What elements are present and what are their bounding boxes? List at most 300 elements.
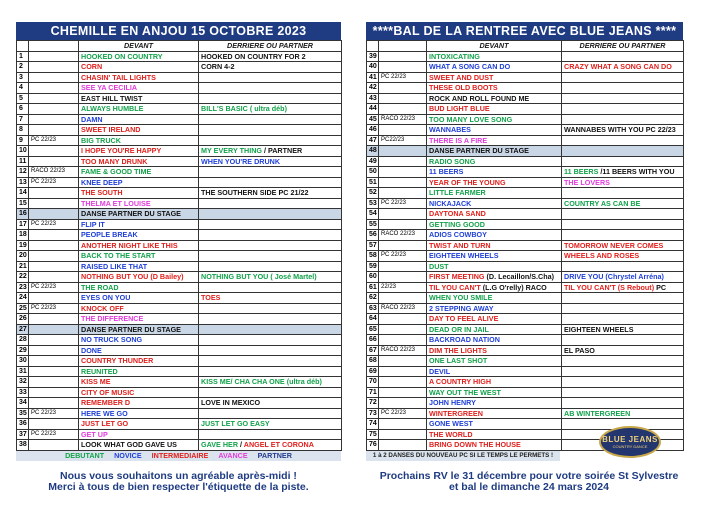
dance-back [562,93,684,104]
dance-front-name: JOHN HENRY [429,398,476,408]
dance-tag [29,114,79,125]
dance-back-part: /11 BEERS WITH YOU [598,167,675,177]
dance-back-part: / [238,440,244,450]
dance-number: 69 [367,366,379,377]
dance-front [79,177,199,188]
dance-front [79,387,199,398]
left-title: CHEMILLE EN ANJOU 15 OCTOBRE 2023 [16,22,341,40]
dance-front-name: ANOTHER NIGHT LIKE THIS [81,240,178,250]
dance-tag [29,324,79,335]
dance-front [79,377,199,388]
dance-front-name: GET UP [81,429,108,439]
dance-tag [29,240,79,251]
dance-front [427,387,562,398]
dance-back [199,51,342,62]
legend-item: NOVICE [114,451,142,460]
dance-front [427,156,562,167]
dance-back [562,251,684,262]
dance-row [17,261,342,272]
dance-row [17,398,342,409]
dance-front [79,356,199,367]
dance-number: 17 [17,219,29,230]
dance-front-name: DAY TO FEEL ALIVE [429,314,499,324]
dance-tag [379,398,427,409]
dance-back [199,398,342,409]
dance-back [562,345,684,356]
dance-back [199,408,342,419]
header-front: DEVANT [79,41,199,52]
dance-front [427,303,562,314]
dance-tag [379,104,427,115]
dance-front [79,93,199,104]
dance-back [199,198,342,209]
dance-row [17,324,342,335]
dance-number: 70 [367,377,379,388]
dance-number: 24 [17,293,29,304]
dance-back [562,72,684,83]
dance-front-name: DUST [429,261,449,271]
dance-front [79,366,199,377]
dance-front-name: EAST HILL TWIST [81,93,143,103]
dance-back [562,219,684,230]
footer-right [356,471,702,493]
dance-back [199,419,342,430]
dance-number: 5 [17,93,29,104]
dance-row [17,198,342,209]
dance-row [367,188,684,199]
dance-front-name: WHEN YOU SMILE [429,293,493,303]
dance-tag: RACO 22/23 [379,114,427,125]
dance-tag [379,209,427,220]
dance-tag [379,146,427,157]
dance-back [199,377,342,388]
dance-front-name: TIL YOU CAN'T [429,282,481,292]
dance-tag [29,51,79,62]
dance-row [367,356,684,367]
dance-front-name: YEAR OF THE YOUNG [429,177,506,187]
dance-number: 67 [367,345,379,356]
dance-back [562,125,684,136]
dance-tag: RACO 22/23 [379,345,427,356]
dance-tag [379,356,427,367]
dance-back-part: THE SOUTHERN SIDE PC 21/22 [201,188,309,198]
footer-left-line1: Nous vous souhaitons un agréable après-midi ! [60,470,297,482]
dance-number: 20 [17,251,29,262]
dance-front-name: LOOK WHAT GOD GAVE US [81,440,177,450]
dance-tag: PC 22/23 [29,429,79,440]
dance-front [79,167,199,178]
dance-row [17,83,342,94]
dance-row [17,51,342,62]
dance-number: 66 [367,335,379,346]
dance-tag [379,377,427,388]
dance-tag [379,156,427,167]
dance-back [199,83,342,94]
dance-number: 23 [17,282,29,293]
dance-tag [379,177,427,188]
dance-front-name: HERE WE GO [81,408,128,418]
dance-front-name: NOTHING BUT YOU (D Bailey) [81,272,184,282]
dance-front [427,219,562,230]
dance-tag [379,419,427,430]
dance-back [199,324,342,335]
dance-row [17,167,342,178]
dance-back [562,377,684,388]
dance-number: 26 [17,314,29,325]
dance-row [17,188,342,199]
dance-row [367,146,684,157]
dance-number: 30 [17,356,29,367]
dance-back [562,387,684,398]
dance-tag: PC 22/23 [29,303,79,314]
dance-number: 2 [17,62,29,73]
dance-front-name: NO TRUCK SONG [81,335,143,345]
dance-row [367,135,684,146]
dance-row [367,398,684,409]
dance-row [17,135,342,146]
header-row [17,41,342,52]
dance-row [17,156,342,167]
dance-front-name: REUNITED [81,366,118,376]
dance-tag [29,93,79,104]
right-dance-table [366,40,684,451]
dance-front-name: EYES ON YOU [81,293,131,303]
dance-front [79,62,199,73]
dance-tag [379,83,427,94]
dance-tag: 22/23 [379,282,427,293]
dance-front-name: GETTING GOOD [429,219,485,229]
dance-tag [379,440,427,451]
dance-front [427,293,562,304]
dance-back [562,272,684,283]
dance-row [367,177,684,188]
dance-back [199,72,342,83]
dance-back [199,146,342,157]
dance-front-name: SWEET AND DUST [429,72,494,82]
dance-back [199,345,342,356]
dance-row [17,440,342,451]
dance-tag [379,93,427,104]
dance-back-part: BILL'S BASIC ( ultra déb) [201,104,287,114]
dance-back-part: (Chrystel Arréna) [603,272,664,282]
dance-back [199,240,342,251]
dance-back [562,51,684,62]
dance-front-name: I HOPE YOU'RE HAPPY [81,146,162,156]
dance-tag [379,293,427,304]
logo-text: BLUE JEANS [602,435,658,444]
dance-back-part: ANGEL ET CORONA [243,440,314,450]
dance-number: 8 [17,125,29,136]
dance-front [427,177,562,188]
dance-tag [29,125,79,136]
dance-front [79,282,199,293]
dance-tag [29,261,79,272]
dance-front-name: DAYTONA SAND [429,209,486,219]
dance-number: 62 [367,293,379,304]
dance-number: 53 [367,198,379,209]
dance-front-name: DEAD OR IN JAIL [429,324,489,334]
dance-front-name: FLIP IT [81,219,105,229]
dance-row [17,335,342,346]
dance-tag [29,146,79,157]
dance-back [199,387,342,398]
dance-row [367,303,684,314]
dance-front-name: DANSE PARTNER DU STAGE [81,324,181,334]
dance-number: 43 [367,93,379,104]
dance-front [427,408,562,419]
dance-back [562,188,684,199]
dance-front [427,62,562,73]
dance-front-name: BRING DOWN THE HOUSE [429,440,521,450]
dance-back [199,62,342,73]
dance-tag [29,345,79,356]
dance-back-part: AB WINTERGREEN [564,408,631,418]
dance-front [79,345,199,356]
dance-front-name: DANSE PARTNER DU STAGE [429,146,529,156]
dance-number: 54 [367,209,379,220]
dance-number: 27 [17,324,29,335]
dance-back [199,209,342,220]
dance-tag [29,387,79,398]
dance-front [427,377,562,388]
dance-back [562,293,684,304]
dance-back-part: DRIVE YOU [564,272,604,282]
dance-row [17,125,342,136]
dance-row [367,198,684,209]
dance-row [17,345,342,356]
dance-number: 29 [17,345,29,356]
dance-row [367,240,684,251]
dance-tag: RACO 22/23 [29,167,79,178]
dance-front [427,251,562,262]
dance-front-name: THE SOUTH [81,188,123,198]
dance-number: 32 [17,377,29,388]
dance-row [17,429,342,440]
dance-number: 44 [367,104,379,115]
dance-front [79,209,199,220]
dance-front [427,429,562,440]
dance-tag [379,272,427,283]
dance-row [367,324,684,335]
dance-back-part: / PARTNER [261,146,303,156]
dance-front [427,261,562,272]
dance-front-name: THE ROAD [81,282,119,292]
dance-front [427,345,562,356]
dance-front-name: BIG TRUCK [81,135,121,145]
dance-front-name: PEOPLE BREAK [81,230,138,240]
dance-front [79,72,199,83]
dance-front [427,335,562,346]
dance-back [562,408,684,419]
dance-tag: PC 22/23 [29,408,79,419]
dance-number: 35 [17,408,29,419]
dance-number: 41 [367,72,379,83]
dance-front-name: ADIOS COWBOY [429,230,487,240]
dance-row [367,272,684,283]
dance-row [17,282,342,293]
dance-back-part: THE LOVERS [564,177,610,187]
legend-item: AVANCE [218,451,248,460]
dance-number: 76 [367,440,379,451]
dance-back [199,135,342,146]
dance-back [199,293,342,304]
dance-number: 42 [367,83,379,94]
dance-front-name: THE DIFFERENCE [81,314,144,324]
dance-front-name: WINTERGREEN [429,408,483,418]
dance-row [367,314,684,325]
dance-back [562,209,684,220]
dance-number: 58 [367,251,379,262]
dance-front [427,104,562,115]
dance-back-part: WHEN YOU'RE DRUNK [201,156,281,166]
dance-number: 50 [367,167,379,178]
dance-front [427,188,562,199]
dance-front-name: TOO MANY DRUNK [81,156,148,166]
legend-item: DEBUTANT [65,451,105,460]
dance-front [79,198,199,209]
dance-row [367,62,684,73]
dance-front-name: EIGHTEEN WHEELS [429,251,499,261]
dance-number: 72 [367,398,379,409]
dance-number: 19 [17,240,29,251]
dance-front-name: DIM THE LIGHTS [429,345,487,355]
dance-row [17,408,342,419]
dance-number: 56 [367,230,379,241]
dance-back [199,366,342,377]
dance-back-part: NOTHING BUT YOU [201,272,269,282]
header-back: DERRIERE OU PARTNER [199,41,342,52]
dance-front [427,419,562,430]
dance-back [562,83,684,94]
dance-number: 52 [367,188,379,199]
dance-front [427,114,562,125]
dance-tag [379,429,427,440]
dance-row [17,72,342,83]
dance-front [79,230,199,241]
dance-front [427,240,562,251]
dance-front-name: BUD LIGHT BLUE [429,104,490,114]
dance-tag [29,62,79,73]
dance-row [367,408,684,419]
dance-back [562,261,684,272]
dance-tag [29,83,79,94]
dance-front [79,408,199,419]
dance-front-name: DAMN [81,114,103,124]
dance-tag [29,272,79,283]
dance-tag: PC 22/23 [379,251,427,262]
dance-tag: RACO 22/23 [379,230,427,241]
dance-row [367,251,684,262]
dance-row [17,303,342,314]
dance-number: 13 [17,177,29,188]
dance-front [79,219,199,230]
dance-front [427,209,562,220]
dance-front-name: JUST LET GO [81,419,129,429]
dance-back [199,219,342,230]
dance-row [17,209,342,220]
dance-tag [29,314,79,325]
dance-tag [29,209,79,220]
dance-front [79,440,199,451]
dance-front-name: REMEMBER D [81,398,131,408]
dance-front-credit: (D. Lecaillon/S.Cha) [484,272,555,282]
dance-back [562,135,684,146]
dance-back [562,198,684,209]
dance-row [367,93,684,104]
dance-number: 75 [367,429,379,440]
dance-tag [379,167,427,178]
dance-row [367,293,684,304]
dance-back-part: HOOKED ON COUNTRY FOR 2 [201,51,306,61]
dance-front-name: NICKAJACK [429,198,472,208]
dance-number: 74 [367,419,379,430]
dance-row [17,146,342,157]
dance-back-part: ( José Martel) [268,272,317,282]
dance-front-name: RADIO SONG [429,156,476,166]
dance-back-part: WANNABES WITH YOU PC 22/23 [564,125,676,135]
dance-back [199,156,342,167]
dance-front-name: DANSE PARTNER DU STAGE [81,209,181,219]
dance-row [367,51,684,62]
dance-tag: PC 22/23 [379,72,427,83]
dance-front [79,83,199,94]
dance-number: 49 [367,156,379,167]
dance-row [17,293,342,304]
dance-row [367,72,684,83]
dance-number: 60 [367,272,379,283]
dance-front [427,398,562,409]
dance-front-name: WHAT A SONG CAN DO [429,62,511,72]
dance-front [427,272,562,283]
dance-back-part: EL PASO [564,345,595,355]
dance-front [427,324,562,335]
dance-front-name: DEVIL [429,366,451,376]
dance-number: 47 [367,135,379,146]
dance-tag [379,62,427,73]
dance-back-part: CORN 4-2 [201,62,235,72]
dance-back [562,324,684,335]
dance-front [427,314,562,325]
dance-number: 21 [17,261,29,272]
dance-row [17,114,342,125]
header-back: DERRIERE OU PARTNER [562,41,684,52]
dance-back [199,314,342,325]
dance-tag [29,293,79,304]
dance-number: 55 [367,219,379,230]
dance-front-name: TOO MANY LOVE SONG [429,114,513,124]
dance-front [79,188,199,199]
dance-number: 6 [17,104,29,115]
dance-front-name: FIRST MEETING [429,272,485,282]
dance-row [17,356,342,367]
dance-back [199,188,342,199]
dance-front [427,51,562,62]
dance-front [427,366,562,377]
dance-row [17,240,342,251]
dance-front-name: COUNTRY THUNDER [81,356,154,366]
dance-front [79,156,199,167]
dance-number: 38 [17,440,29,451]
footer-left-line2: Merci à tous de bien respecter l'étiquette de la piste. [48,481,309,493]
dance-front [79,324,199,335]
dance-front-name: KNEE DEEP [81,177,123,187]
dance-front-name: SWEET IRELAND [81,125,141,135]
dance-number: 18 [17,230,29,241]
dance-front-name: ONE LAST SHOT [429,356,488,366]
dance-number: 4 [17,83,29,94]
dance-number: 57 [367,240,379,251]
dance-tag [29,198,79,209]
